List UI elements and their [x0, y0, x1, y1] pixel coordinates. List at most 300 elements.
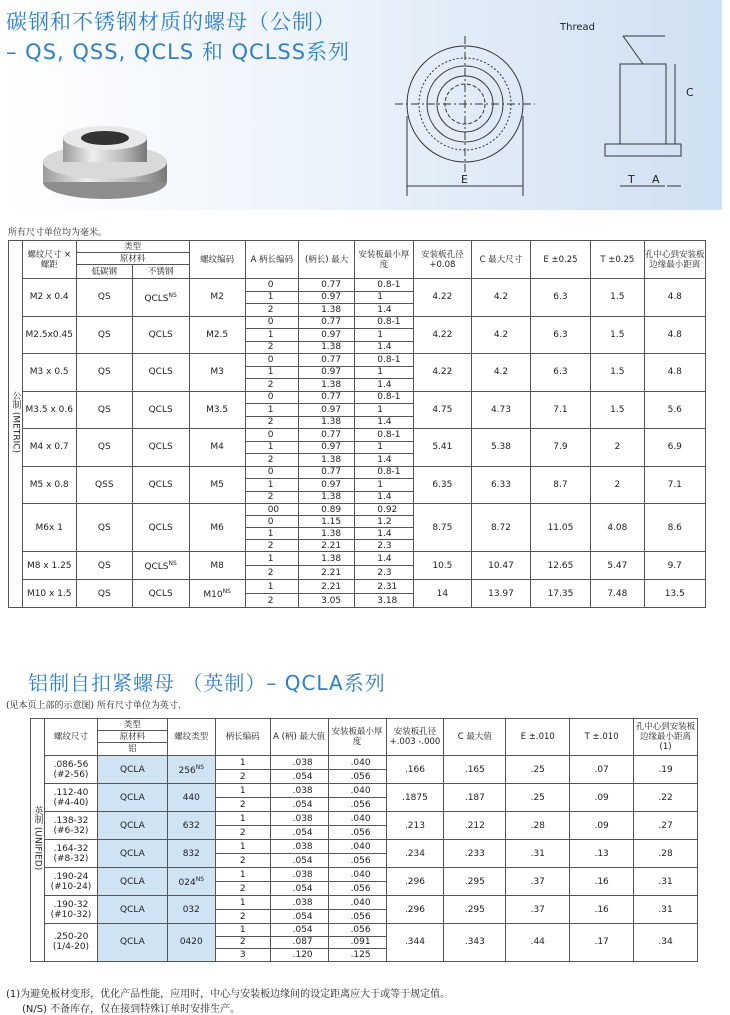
edge-distance: 13.5 [644, 580, 705, 608]
shank-max: 0.77 [299, 316, 355, 329]
min-sheet: .056 [328, 770, 386, 784]
header-thread: 螺纹尺寸 × 螺距 [22, 241, 76, 279]
type-stainless [132, 552, 189, 580]
shank-max: .038 [270, 896, 328, 910]
e-value: 7.9 [530, 429, 590, 467]
shank-code: 0 [245, 354, 298, 367]
thread-size-number: (#6-32) [53, 825, 89, 836]
type-alu: QCLA [97, 784, 167, 812]
thread-code [189, 504, 245, 552]
c-max: .295 [444, 868, 506, 896]
imperial-unit-note: (见本页上部的示意图) 所有尺寸单位为英寸. [6, 701, 181, 711]
e-value: .25 [506, 784, 570, 812]
stainless-label: QCLS [148, 522, 173, 533]
ns-superscript: NS [168, 560, 177, 567]
edge-distance: .27 [634, 812, 698, 840]
min-sheet: 1 [355, 291, 413, 304]
header-a-max: (柄长) 最大 [299, 241, 355, 279]
thread-size: M10 x 1.5 [22, 580, 76, 608]
metric-side-label [9, 241, 23, 608]
type-carbon: QS [76, 552, 132, 580]
t-value: 1.5 [591, 316, 644, 354]
type-stainless [132, 391, 189, 429]
shank-code: 0 [245, 429, 298, 442]
min-sheet: 2.31 [355, 580, 413, 594]
type-alu: QCLA [97, 756, 167, 784]
min-sheet: 0.8-1 [355, 316, 413, 329]
shank-code: 1 [215, 784, 270, 798]
shank-code: 2 [215, 826, 270, 840]
table-row [31, 924, 698, 937]
shank-code: 2 [215, 936, 270, 949]
min-sheet: 1.4 [355, 341, 413, 354]
thread-code-label: M2.5 [206, 329, 229, 340]
type-stainless [132, 429, 189, 467]
shank-code: 1 [245, 291, 298, 304]
table-row [9, 580, 706, 594]
min-sheet: 2.3 [355, 540, 413, 552]
shank-max: 1.38 [299, 304, 355, 317]
min-sheet: .040 [328, 868, 386, 882]
shank-code: 0 [245, 279, 298, 292]
shank-max: .038 [270, 784, 328, 798]
stainless-label: QCLS [148, 588, 173, 599]
hole-size: 6.35 [413, 466, 472, 504]
thread-code [189, 466, 245, 504]
thread-code [189, 552, 245, 580]
hole-size: .234 [386, 840, 444, 868]
shank-max: 0.97 [299, 291, 355, 304]
shank-max: .120 [270, 949, 328, 962]
table-row [31, 896, 698, 910]
shank-max: 0.77 [299, 354, 355, 367]
thread-size-number: (1/4-20) [52, 942, 90, 953]
stainless-label: QCLS [148, 367, 173, 378]
hole-size: 5.41 [413, 429, 472, 467]
header-row [31, 719, 698, 731]
thread-size-inch: .112-40 [53, 787, 89, 798]
shank-max: 0.77 [299, 279, 355, 292]
metric-side-label-text: 公制 (METRIC) [10, 391, 21, 454]
t-value: 2 [591, 466, 644, 504]
c-max: 4.2 [472, 354, 531, 392]
header-banner [0, 0, 722, 210]
table-row [9, 466, 706, 479]
header-min-sheet: 安装板最小厚度 [328, 719, 386, 756]
hole-size: .1875 [386, 784, 444, 812]
footnote-1: (1)为避免板材变形，优化产品性能，应用时，中心与安装板边缘间的设定距离应大于或等于规定值。 [6, 989, 451, 1000]
thread-code-label: M3 [210, 367, 224, 378]
thread-size [44, 868, 97, 896]
thread-code-label: 0420 [179, 937, 203, 948]
type-alu: QCLA [97, 924, 167, 962]
header-thread: 螺纹尺寸 [44, 719, 97, 756]
header-type: 类型 [97, 719, 167, 731]
min-sheet: 1 [355, 329, 413, 342]
hole-size: 10.5 [413, 552, 472, 580]
stainless-label: QCLS [148, 329, 173, 340]
hole-size: .166 [386, 756, 444, 784]
thread-code-label: M4 [210, 442, 224, 453]
type-carbon: QS [76, 580, 132, 608]
header-type: 类型 [76, 241, 189, 253]
edge-distance: 9.7 [644, 552, 705, 580]
t-value: .09 [570, 812, 634, 840]
shank-max: .054 [270, 910, 328, 924]
edge-distance: 8.6 [644, 504, 705, 552]
shank-max: 2.21 [299, 540, 355, 552]
t-value: .16 [570, 896, 634, 924]
c-max: 13.97 [472, 580, 531, 608]
t-value: .13 [570, 840, 634, 868]
min-sheet: .056 [328, 924, 386, 937]
shank-code: 2 [245, 594, 298, 608]
ns-superscript: NS [195, 876, 205, 883]
shank-code: 2 [215, 770, 270, 784]
shank-code: 2 [245, 304, 298, 317]
table-row [31, 868, 698, 882]
shank-code: 1 [245, 552, 298, 566]
table-row [31, 784, 698, 798]
t-value: .09 [570, 784, 634, 812]
min-sheet: .056 [328, 854, 386, 868]
t-value: 4.08 [591, 504, 644, 552]
shank-code: 0 [245, 316, 298, 329]
header-material: 原材料 [76, 253, 189, 265]
table-row [9, 429, 706, 442]
thread-code-label: M10 [203, 590, 223, 600]
type-alu: QCLA [97, 896, 167, 924]
e-value: 7.1 [530, 391, 590, 429]
table-row [9, 354, 706, 367]
drawing-label-thread: Thread [560, 22, 595, 33]
shank-code: 00 [245, 504, 298, 516]
type-stainless [132, 354, 189, 392]
c-max: 4.73 [472, 391, 531, 429]
min-sheet: 0.8-1 [355, 466, 413, 479]
hole-size: 4.22 [413, 279, 472, 317]
type-carbon: QS [76, 316, 132, 354]
edge-distance: 7.1 [644, 466, 705, 504]
shank-max: 0.77 [299, 391, 355, 404]
c-max: .165 [444, 756, 506, 784]
edge-distance: 4.8 [644, 354, 705, 392]
thread-size-inch: .190-32 [53, 899, 89, 910]
t-value: .07 [570, 756, 634, 784]
shank-max: 0.97 [299, 479, 355, 492]
thread-size-inch: .190-24 [53, 871, 89, 882]
imperial-side-label [31, 719, 45, 962]
thread-code [167, 896, 215, 924]
thread-code [167, 812, 215, 840]
e-value: .44 [506, 924, 570, 962]
min-sheet: 1.4 [355, 454, 413, 467]
shank-max: 0.97 [299, 441, 355, 454]
c-max: 4.2 [472, 279, 531, 317]
min-sheet: 1 [355, 479, 413, 492]
thread-size-number: (#10-24) [50, 881, 92, 892]
type-stainless [132, 466, 189, 504]
thread-size-inch: .086-56 [53, 759, 89, 770]
shank-max: .038 [270, 812, 328, 826]
e-value: 6.3 [530, 279, 590, 317]
thread-code-label: M8 [210, 560, 224, 571]
header-carbon: 低碳钢 [76, 265, 132, 279]
shank-max: 0.77 [299, 429, 355, 442]
table-row [9, 552, 706, 566]
thread-code [167, 756, 215, 784]
type-carbon: QS [76, 429, 132, 467]
c-max: 10.47 [472, 552, 531, 580]
shank-max: .038 [270, 756, 328, 770]
min-sheet: .056 [328, 910, 386, 924]
shank-max: .054 [270, 924, 328, 937]
ns-superscript: NS [195, 764, 205, 771]
t-value: .16 [570, 868, 634, 896]
header-a-code: A 柄长编码 [245, 241, 298, 279]
type-carbon: QS [76, 279, 132, 317]
thread-size [44, 924, 97, 962]
imperial-section-title: 铝制自扣紧螺母 （英制）– QCLA系列 [28, 671, 386, 695]
thread-code-label: 256 [178, 766, 196, 776]
thread-code-label: M5 [210, 479, 224, 490]
shank-max: 0.97 [299, 366, 355, 379]
edge-distance: 5.6 [644, 391, 705, 429]
shank-max: 3.05 [299, 594, 355, 608]
nut-photo [30, 110, 180, 205]
header-row [9, 241, 706, 253]
shank-max: .054 [270, 798, 328, 812]
e-value: .25 [506, 756, 570, 784]
min-sheet: .056 [328, 798, 386, 812]
shank-code: 2 [215, 854, 270, 868]
shank-max: 1.38 [299, 454, 355, 467]
min-sheet: .056 [328, 826, 386, 840]
shank-code: 1 [215, 924, 270, 937]
type-alu: QCLA [97, 812, 167, 840]
thread-code-label: M6 [210, 522, 224, 533]
edge-distance: .34 [634, 924, 698, 962]
min-sheet: 0.8-1 [355, 279, 413, 292]
thread-size-number: (#4-40) [53, 797, 89, 808]
min-sheet: .040 [328, 812, 386, 826]
table-row [31, 840, 698, 854]
thread-size [44, 840, 97, 868]
t-value: .17 [570, 924, 634, 962]
min-sheet: .056 [328, 882, 386, 896]
edge-distance: .22 [634, 784, 698, 812]
shank-code: 0 [245, 516, 298, 528]
shank-max: .087 [270, 936, 328, 949]
thread-code [167, 868, 215, 896]
hole-size: .213 [386, 812, 444, 840]
header-a-max: A (柄) 最大值 [270, 719, 328, 756]
thread-code [189, 316, 245, 354]
min-sheet: 1.4 [355, 416, 413, 429]
page-title: 碳钢和不锈钢材质的螺母（公制） [6, 10, 336, 34]
min-sheet: 3.18 [355, 594, 413, 608]
header-edge: 孔中心到安装板边缘最小距离 [644, 241, 705, 279]
table-row [31, 812, 698, 826]
thread-size [44, 756, 97, 784]
type-stainless [132, 279, 189, 317]
type-stainless [132, 580, 189, 608]
shank-max: 1.15 [299, 516, 355, 528]
shank-code: 2 [245, 566, 298, 580]
shank-code: 1 [245, 479, 298, 492]
shank-max: 1.38 [299, 416, 355, 429]
page-subtitle: – QS, QSS, QCLS 和 QCLSS系列 [6, 40, 351, 64]
e-value: 8.7 [530, 466, 590, 504]
min-sheet: .040 [328, 896, 386, 910]
header-t: T ±0.25 [591, 241, 644, 279]
shank-code: 2 [245, 454, 298, 467]
stainless-label: QCLS [148, 479, 173, 490]
shank-max: 2.21 [299, 580, 355, 594]
c-max: 5.38 [472, 429, 531, 467]
shank-code: 1 [215, 812, 270, 826]
t-value: 1.5 [591, 354, 644, 392]
stainless-label: QCLS [148, 442, 173, 453]
min-sheet: 1.4 [355, 552, 413, 566]
edge-distance: 4.8 [644, 316, 705, 354]
shank-code: 2 [245, 379, 298, 392]
min-sheet: 1.4 [355, 304, 413, 317]
drawing-label-t: T [628, 173, 635, 186]
edge-distance: .28 [634, 840, 698, 868]
thread-code [189, 354, 245, 392]
shank-code: 1 [245, 329, 298, 342]
shank-code: 1 [245, 580, 298, 594]
shank-max: .054 [270, 882, 328, 896]
header-edge: 孔中心到安装板边缘最小距离(1) [634, 719, 698, 756]
type-carbon: QSS [76, 466, 132, 504]
thread-size-number: (#2-56) [53, 769, 89, 780]
ns-superscript: NS [222, 588, 231, 595]
hole-size: 4.22 [413, 354, 472, 392]
min-sheet: 2.3 [355, 566, 413, 580]
t-value: 7.48 [591, 580, 644, 608]
min-sheet: 1 [355, 366, 413, 379]
thread-size-number: (#10-32) [50, 909, 92, 920]
shank-max: 1.38 [299, 341, 355, 354]
thread-size: M3.5 x 0.6 [22, 391, 76, 429]
edge-distance: .31 [634, 868, 698, 896]
type-carbon: QS [76, 354, 132, 392]
footnote-ns: (N/S) 不备库存，仅在接到特殊订单时安排生产。 [22, 1004, 241, 1015]
thread-code [167, 840, 215, 868]
shank-code: 3 [215, 949, 270, 962]
min-sheet: 1.4 [355, 528, 413, 540]
c-max: .295 [444, 896, 506, 924]
nut-drawing [395, 6, 715, 206]
e-value: 17.35 [530, 580, 590, 608]
shank-code: 0 [245, 391, 298, 404]
e-value: 6.3 [530, 316, 590, 354]
c-max: .343 [444, 924, 506, 962]
thread-code [189, 580, 245, 608]
table-row [9, 504, 706, 516]
c-max: 8.72 [472, 504, 531, 552]
stainless-label: QCLS [144, 562, 169, 572]
shank-max: .038 [270, 840, 328, 854]
e-value: .37 [506, 868, 570, 896]
min-sheet: 0.8-1 [355, 354, 413, 367]
thread-size: M3 x 0.5 [22, 354, 76, 392]
edge-distance: .19 [634, 756, 698, 784]
thread-size: M4 x 0.7 [22, 429, 76, 467]
header-thread-code: 螺纹编码 [189, 241, 245, 279]
shank-code: 2 [215, 910, 270, 924]
shank-code: 2 [215, 798, 270, 812]
shank-code: 2 [245, 341, 298, 354]
metric-unit-note: 所有尺寸单位均为毫米。 [8, 228, 108, 238]
table-row [9, 391, 706, 404]
thread-size-inch: .164-32 [53, 843, 89, 854]
shank-code: 0 [245, 466, 298, 479]
e-value: 12.65 [530, 552, 590, 580]
shank-code: 1 [245, 366, 298, 379]
hole-size: 4.75 [413, 391, 472, 429]
header-a-code: 柄长编码 [215, 719, 270, 756]
thread-size: M8 x 1.25 [22, 552, 76, 580]
min-sheet: 1 [355, 441, 413, 454]
type-carbon: QS [76, 391, 132, 429]
thread-size: M5 x 0.8 [22, 466, 76, 504]
thread-code-label: 832 [182, 848, 200, 859]
thread-code-label: 024 [178, 878, 196, 888]
hole-size: .296 [386, 868, 444, 896]
thread-code-label: 440 [182, 792, 200, 803]
drawing-label-a: A [652, 173, 660, 186]
shank-max: .054 [270, 854, 328, 868]
type-stainless [132, 504, 189, 552]
shank-max: 0.77 [299, 466, 355, 479]
min-sheet: 0.8-1 [355, 391, 413, 404]
e-value: 11.05 [530, 504, 590, 552]
shank-max: 0.97 [299, 404, 355, 417]
t-value: 2 [591, 429, 644, 467]
min-sheet: 1.4 [355, 491, 413, 504]
table-row [9, 316, 706, 329]
header-e: E ±.010 [506, 719, 570, 756]
thread-size: M2 x 0.4 [22, 279, 76, 317]
thread-size: M6x 1 [22, 504, 76, 552]
header-alu: 铝 [97, 743, 167, 756]
type-stainless [132, 316, 189, 354]
e-value: .31 [506, 840, 570, 868]
min-sheet: .125 [328, 949, 386, 962]
thread-code [167, 924, 215, 962]
header-t: T ±.010 [570, 719, 634, 756]
hole-size: .344 [386, 924, 444, 962]
thread-size-inch: .138-32 [53, 815, 89, 826]
edge-distance: 6.9 [644, 429, 705, 467]
type-alu: QCLA [97, 868, 167, 896]
header-stainless: 不锈钢 [132, 265, 189, 279]
t-value: 5.47 [591, 552, 644, 580]
header-thread-code: 螺纹类型 [167, 719, 215, 756]
thread-size-number: (#8-32) [53, 853, 89, 864]
type-carbon: QS [76, 504, 132, 552]
thread-code-label: 632 [182, 820, 200, 831]
edge-distance: 4.8 [644, 279, 705, 317]
c-max: 6.33 [472, 466, 531, 504]
thread-code [167, 784, 215, 812]
c-max: 4.2 [472, 316, 531, 354]
header-c: C 最大尺寸 [472, 241, 531, 279]
min-sheet: 1 [355, 404, 413, 417]
